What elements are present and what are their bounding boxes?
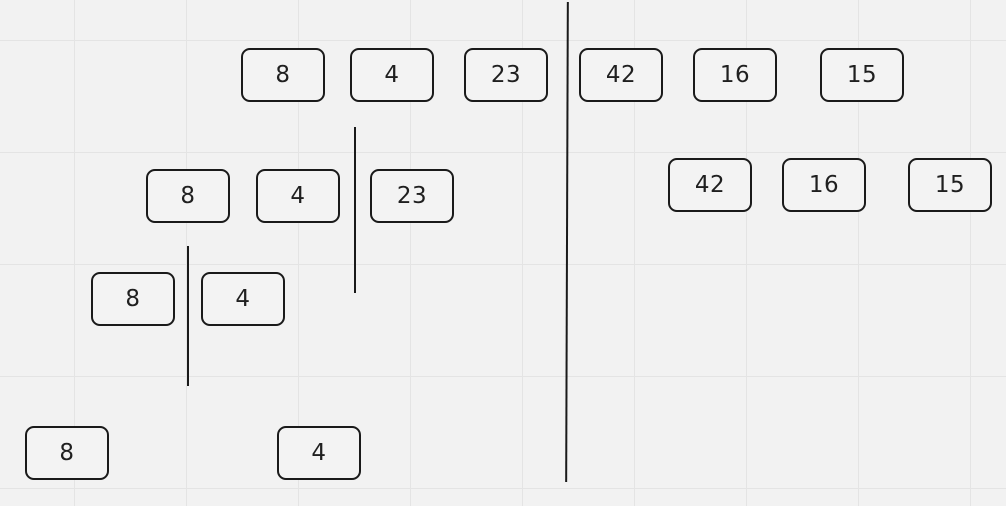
level1-box-3: 23 xyxy=(464,48,548,102)
level1-box-6: 15 xyxy=(820,48,904,102)
left-half-split-line xyxy=(354,127,356,293)
main-split-line xyxy=(565,2,569,482)
level1-box-1: 8 xyxy=(241,48,325,102)
level2-box-2: 4 xyxy=(256,169,340,223)
level3-box-1: 8 xyxy=(91,272,175,326)
level2-box-5: 16 xyxy=(782,158,866,212)
level3-box-2: 4 xyxy=(201,272,285,326)
level1-box-2: 4 xyxy=(350,48,434,102)
level1-box-5: 16 xyxy=(693,48,777,102)
level2-box-3: 23 xyxy=(370,169,454,223)
left-quarter-split-line xyxy=(187,246,189,386)
level2-box-6: 15 xyxy=(908,158,992,212)
level4-box-2: 4 xyxy=(277,426,361,480)
level2-box-4: 42 xyxy=(668,158,752,212)
level2-box-1: 8 xyxy=(146,169,230,223)
level4-box-1: 8 xyxy=(25,426,109,480)
level1-box-4: 42 xyxy=(579,48,663,102)
